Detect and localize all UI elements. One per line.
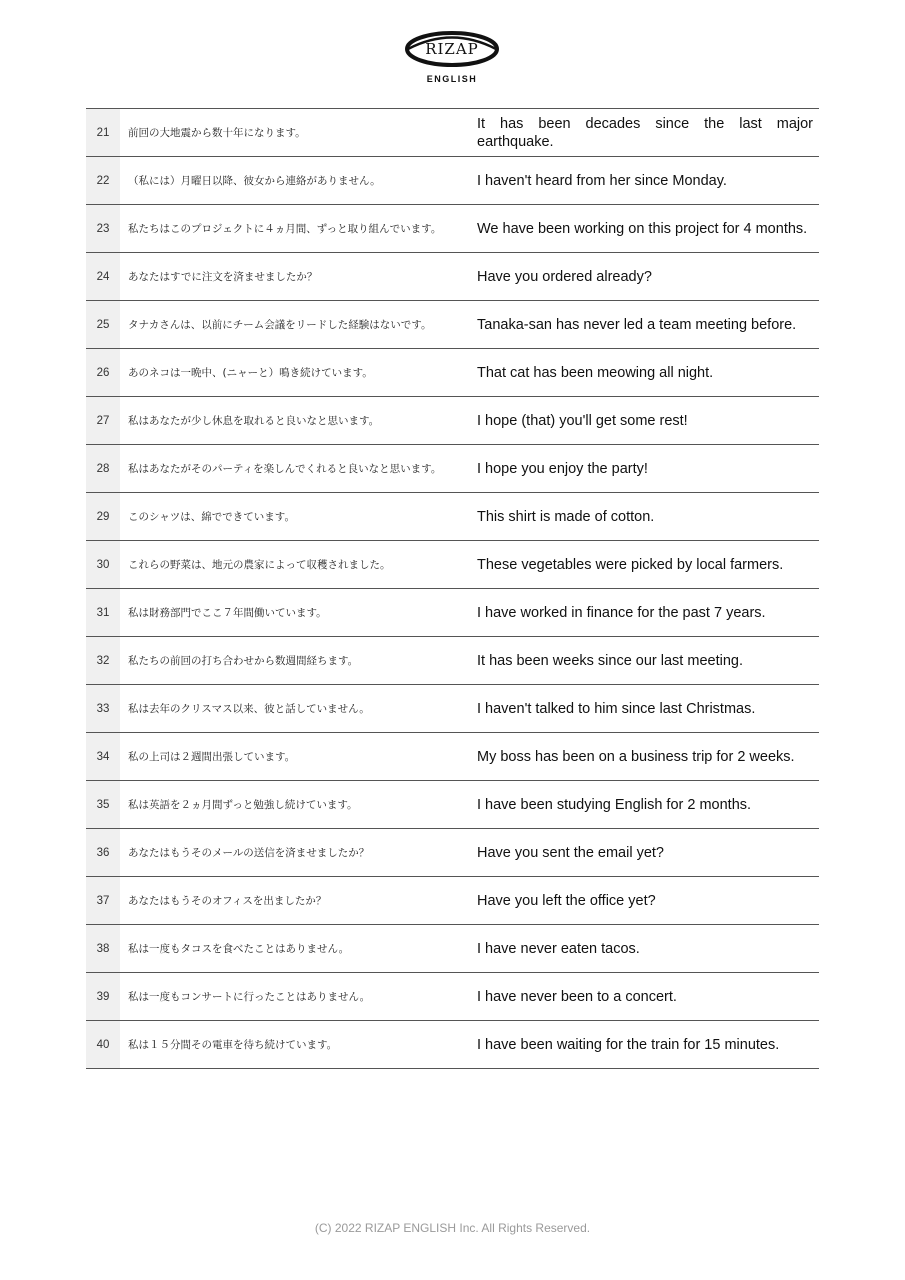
english-sentence-cell bbox=[471, 637, 819, 684]
english-sentence: Have you sent the email yet? bbox=[477, 844, 664, 861]
row-number: 39 bbox=[86, 973, 120, 1020]
table-row bbox=[86, 205, 819, 253]
table-row bbox=[86, 445, 819, 493]
english-sentence-cell bbox=[471, 109, 819, 156]
english-sentence-cell bbox=[471, 253, 819, 300]
english-sentence-cell bbox=[471, 493, 819, 540]
english-sentence-cell bbox=[471, 973, 819, 1020]
row-number: 35 bbox=[86, 781, 120, 828]
row-number: 36 bbox=[86, 829, 120, 876]
table-row bbox=[86, 541, 819, 589]
english-sentence-cell bbox=[471, 925, 819, 972]
table-row bbox=[86, 301, 819, 349]
row-number: 34 bbox=[86, 733, 120, 780]
english-sentence: I hope you enjoy the party! bbox=[477, 460, 648, 477]
table-row bbox=[86, 781, 819, 829]
row-number: 30 bbox=[86, 541, 120, 588]
english-sentence-cell bbox=[471, 733, 819, 780]
english-sentence-cell bbox=[471, 349, 819, 396]
english-sentence: I have never eaten tacos. bbox=[477, 940, 640, 957]
english-sentence: It has been weeks since our last meeting. bbox=[477, 652, 743, 669]
table-row bbox=[86, 157, 819, 205]
english-sentence: I have never been to a concert. bbox=[477, 988, 677, 1005]
row-number: 33 bbox=[86, 685, 120, 732]
row-number: 21 bbox=[86, 109, 120, 156]
table-row bbox=[86, 829, 819, 877]
table-row bbox=[86, 877, 819, 925]
english-sentence-cell bbox=[471, 589, 819, 636]
english-sentence: These vegetables were picked by local farmers. bbox=[477, 556, 784, 573]
table-row bbox=[86, 109, 819, 157]
japanese-sentence: （私には）月曜日以降、彼女から連絡がありません。 bbox=[128, 175, 381, 187]
english-sentence-cell bbox=[471, 445, 819, 492]
english-sentence-cell bbox=[471, 1021, 819, 1068]
row-number: 32 bbox=[86, 637, 120, 684]
row-number: 29 bbox=[86, 493, 120, 540]
english-sentence: I have worked in finance for the past 7 years. bbox=[477, 604, 766, 621]
phrase-table bbox=[86, 108, 819, 1069]
row-number: 24 bbox=[86, 253, 120, 300]
english-sentence: I haven't talked to him since last Christmas. bbox=[477, 700, 756, 717]
english-sentence: I haven't heard from her since Monday. bbox=[477, 172, 727, 189]
english-sentence: That cat has been meowing all night. bbox=[477, 364, 714, 381]
row-number: 23 bbox=[86, 205, 120, 252]
english-sentence-cell bbox=[471, 397, 819, 444]
english-sentence-cell bbox=[471, 781, 819, 828]
japanese-sentence: タナカさんは、以前にチーム会議をリードした経験はないです。 bbox=[128, 319, 432, 331]
table-row bbox=[86, 397, 819, 445]
japanese-sentence: 私たちの前回の打ち合わせから数週間経ちます。 bbox=[128, 655, 359, 667]
table-row bbox=[86, 733, 819, 781]
table-row bbox=[86, 253, 819, 301]
japanese-sentence: あのネコは一晩中、(ニャーと）鳴き続けています。 bbox=[128, 367, 373, 379]
row-number: 31 bbox=[86, 589, 120, 636]
logo-wordmark: RIZAP bbox=[425, 40, 479, 58]
english-sentence: Have you left the office yet? bbox=[477, 892, 656, 909]
japanese-sentence: 私は１５分間その電車を待ち続けています。 bbox=[128, 1039, 338, 1051]
row-number: 37 bbox=[86, 877, 120, 924]
row-number: 28 bbox=[86, 445, 120, 492]
table-row bbox=[86, 589, 819, 637]
english-sentence: Tanaka-san has never led a team meeting before. bbox=[477, 316, 797, 333]
japanese-sentence: あなたはもうそのメールの送信を済ませましたか？ bbox=[128, 847, 370, 859]
japanese-sentence: 私は一度もタコスを食べたことはありません。 bbox=[128, 943, 350, 955]
japanese-sentence: 私は去年のクリスマス以来、彼と話していません。 bbox=[128, 703, 370, 715]
japanese-sentence: 私はあなたがそのパーティを楽しんでくれると良いなと思います。 bbox=[128, 463, 442, 475]
row-number: 27 bbox=[86, 397, 120, 444]
table-row bbox=[86, 925, 819, 973]
japanese-sentence: これらの野菜は、地元の農家によって収穫されました。 bbox=[128, 559, 391, 571]
row-number: 25 bbox=[86, 301, 120, 348]
english-sentence-cell bbox=[471, 205, 819, 252]
english-sentence: My boss has been on a business trip for 2 weeks. bbox=[477, 748, 795, 765]
row-number: 26 bbox=[86, 349, 120, 396]
rizap-english-logo bbox=[402, 28, 502, 88]
japanese-sentence: 私は英語を２ヵ月間ずっと勉強し続けています。 bbox=[128, 799, 358, 811]
japanese-sentence: あなたはもうそのオフィスを出ましたか？ bbox=[128, 895, 327, 907]
english-sentence-cell bbox=[471, 829, 819, 876]
japanese-sentence: 私は財務部門でここ７年間働いています。 bbox=[128, 607, 327, 619]
english-sentence-cell bbox=[471, 541, 819, 588]
english-sentence: Have you ordered already? bbox=[477, 268, 652, 285]
english-sentence-cell bbox=[471, 301, 819, 348]
japanese-sentence: あなたはすでに注文を済ませましたか？ bbox=[128, 271, 318, 283]
english-sentence: I have been waiting for the train for 15 minutes. bbox=[477, 1036, 780, 1053]
english-sentence: I have been studying English for 2 months. bbox=[477, 796, 752, 813]
english-sentence: We have been working on this project for 4 months. bbox=[477, 220, 808, 237]
row-number: 38 bbox=[86, 925, 120, 972]
table-row bbox=[86, 973, 819, 1021]
english-sentence-cell bbox=[471, 877, 819, 924]
english-sentence-cell bbox=[471, 685, 819, 732]
english-sentence-cell bbox=[471, 157, 819, 204]
row-number: 40 bbox=[86, 1021, 120, 1068]
table-row bbox=[86, 637, 819, 685]
logo-subtitle: ENGLISH bbox=[426, 74, 478, 84]
japanese-sentence: 私の上司は２週間出張しています。 bbox=[128, 751, 296, 763]
english-sentence: I hope (that) you'll get some rest! bbox=[477, 412, 688, 429]
english-sentence: It has been decades since the last major earthquake. bbox=[477, 115, 813, 150]
japanese-sentence: このシャツは、綿でできています。 bbox=[128, 511, 295, 523]
copyright-footer: (C) 2022 RIZAP ENGLISH Inc. All Rights Reserved. bbox=[314, 1221, 591, 1235]
japanese-sentence: 私は一度もコンサートに行ったことはありません。 bbox=[128, 991, 371, 1003]
row-number: 22 bbox=[86, 157, 120, 204]
english-sentence: This shirt is made of cotton. bbox=[477, 508, 655, 525]
japanese-sentence: 前回の大地震から数十年になります。 bbox=[128, 127, 306, 139]
table-row bbox=[86, 349, 819, 397]
japanese-sentence: 私たちはこのプロジェクトに４ヵ月間、ずっと取り組んでいます。 bbox=[128, 223, 442, 235]
table-row bbox=[86, 493, 819, 541]
table-row bbox=[86, 1021, 819, 1069]
table-row bbox=[86, 685, 819, 733]
japanese-sentence: 私はあなたが少し休息を取れると良いなと思います。 bbox=[128, 415, 380, 427]
